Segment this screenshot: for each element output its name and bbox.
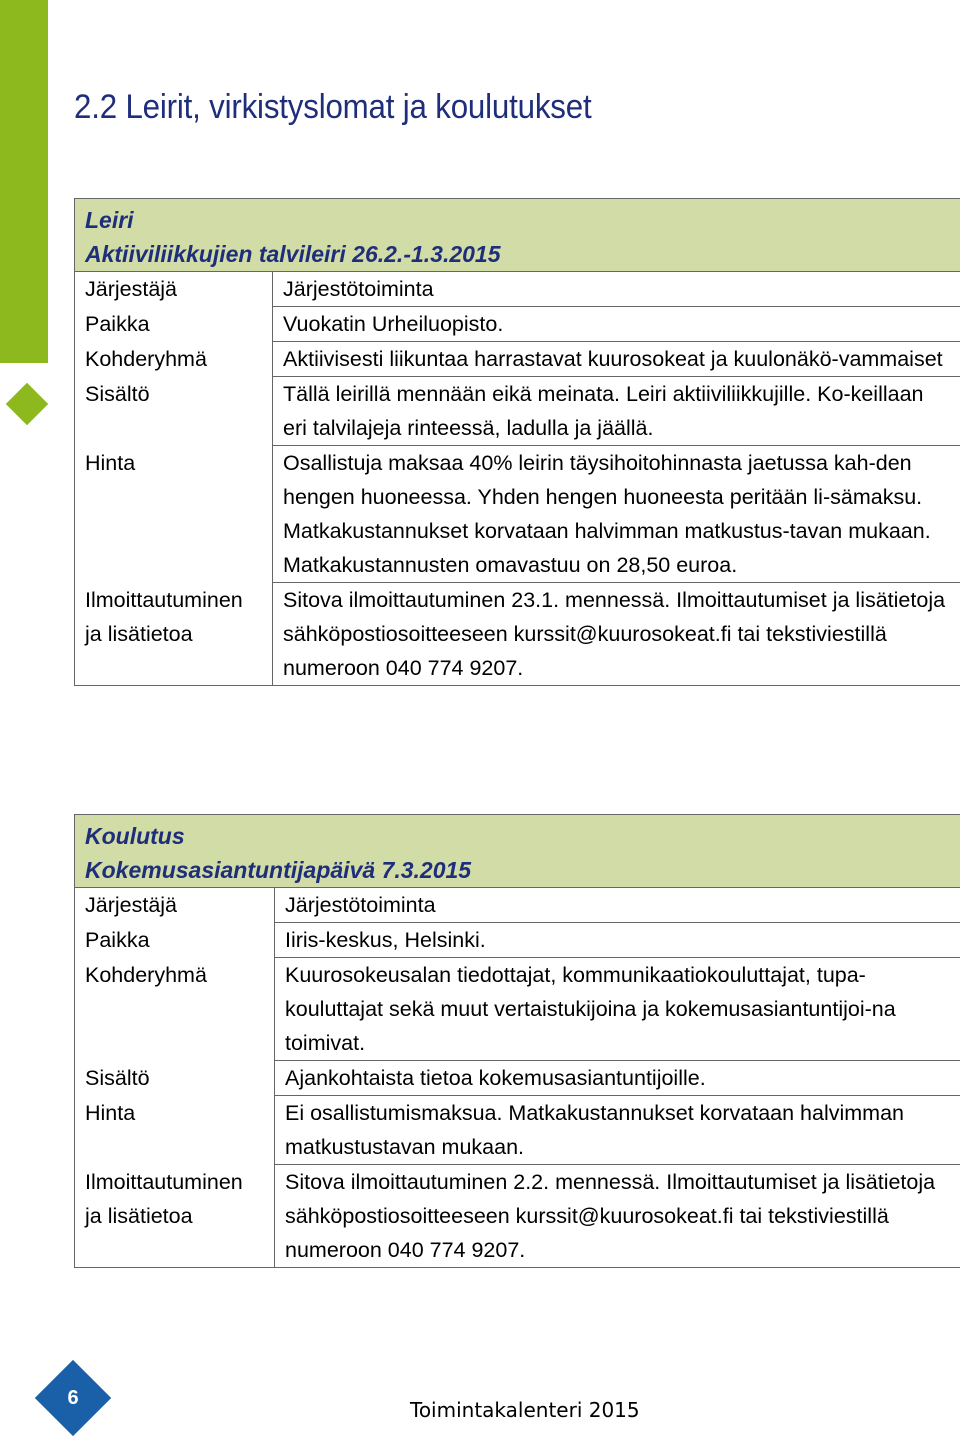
row-value: Osallistuja maksaa 40% leirin täysihoitohinnasta jaetussa kah-den hengen huoneessa. Yhden hengen huoneesta peritään li-sämaksu. Matkakustannukset korvataan halvimman matkustus-tavan mukaan. Matkakustannusten omavastuu on 28,50 euroa. xyxy=(273,446,960,583)
row-value: Ajankohtaista tietoa kokemusasiantuntijoille. xyxy=(275,1061,960,1096)
page-heading: 2.2 Leirit, virkistyslomat ja koulutukset xyxy=(74,88,592,126)
row-label: Hinta xyxy=(75,446,273,583)
row-value: Sitova ilmoittautuminen 2.2. mennessä. Ilmoittautumiset ja lisätietoja sähköpostiosoitteeseen kurssit@kuurosokeat.fi tai tekstiviestillä numeroon 040 774 9207. xyxy=(275,1165,960,1268)
green-sidebar-bar xyxy=(0,0,48,363)
table-row xyxy=(75,923,960,958)
event-type: Leiri xyxy=(85,207,134,233)
row-value: Vuokatin Urheiluopisto. xyxy=(273,307,960,342)
row-label: Kohderyhmä xyxy=(75,958,275,1061)
event-type: Koulutus xyxy=(85,823,185,849)
event-header-cell xyxy=(75,199,960,272)
row-label: Paikka xyxy=(75,923,275,958)
event-header xyxy=(75,815,960,888)
table-row xyxy=(75,583,960,686)
event-header xyxy=(75,199,960,272)
row-value: Kuurosokeusalan tiedottajat, kommunikaatiokouluttajat, tupa-kouluttajat sekä muut vertaistukijoina ja kokemusasiantuntijoi-na toimivat. xyxy=(275,958,960,1061)
row-label: Ilmoittautuminen ja lisätietoa xyxy=(75,583,273,686)
table-row xyxy=(75,272,960,307)
table-row xyxy=(75,1061,960,1096)
row-label: Järjestäjä xyxy=(75,888,275,923)
table-row xyxy=(75,446,960,583)
row-label: Hinta xyxy=(75,1096,275,1165)
event-title: Aktiiviliikkujien talvileiri 26.2.-1.3.2015 xyxy=(85,241,501,267)
row-value: Ei osallistumismaksua. Matkakustannukset korvataan halvimman matkustustavan mukaan. xyxy=(275,1096,960,1165)
row-value: Sitova ilmoittautuminen 23.1. mennessä. Ilmoittautumiset ja lisätietoja sähköpostiosoitteeseen kurssit@kuurosokeat.fi tai tekstiviestillä numeroon 040 774 9207. xyxy=(273,583,960,686)
table-row xyxy=(75,1096,960,1165)
event-title: Kokemusasiantuntijapäivä 7.3.2015 xyxy=(85,857,472,883)
event-table-leiri xyxy=(74,198,960,686)
row-label: Paikka xyxy=(75,307,273,342)
table-row xyxy=(75,377,960,446)
event-table-koulutus xyxy=(74,814,960,1268)
row-label: Ilmoittautuminen ja lisätietoa xyxy=(75,1165,275,1268)
table-row xyxy=(75,342,960,377)
table-row xyxy=(75,1165,960,1268)
green-diamond-icon xyxy=(6,383,48,425)
row-value: Iiris-keskus, Helsinki. xyxy=(275,923,960,958)
row-value: Aktiivisesti liikuntaa harrastavat kuurosokeat ja kuulonäkö-vammaiset xyxy=(273,342,960,377)
table-row xyxy=(75,888,960,923)
row-label: Järjestäjä xyxy=(75,272,273,307)
row-label: Sisältö xyxy=(75,377,273,446)
row-label: Sisältö xyxy=(75,1061,275,1096)
row-value: Tällä leirillä mennään eikä meinata. Leiri aktiiviliikkujille. Ko-keillaan eri talvilajeja rinteessä, ladulla ja jäällä. xyxy=(273,377,960,446)
event-header-cell xyxy=(75,815,960,888)
table-row xyxy=(75,958,960,1061)
row-label: Kohderyhmä xyxy=(75,342,273,377)
page-number: 6 xyxy=(67,1386,79,1409)
footer-title: Toimintakalenteri 2015 xyxy=(410,1398,640,1422)
row-value: Järjestötoiminta xyxy=(275,888,960,923)
table-row xyxy=(75,307,960,342)
row-value: Järjestötoiminta xyxy=(273,272,960,307)
